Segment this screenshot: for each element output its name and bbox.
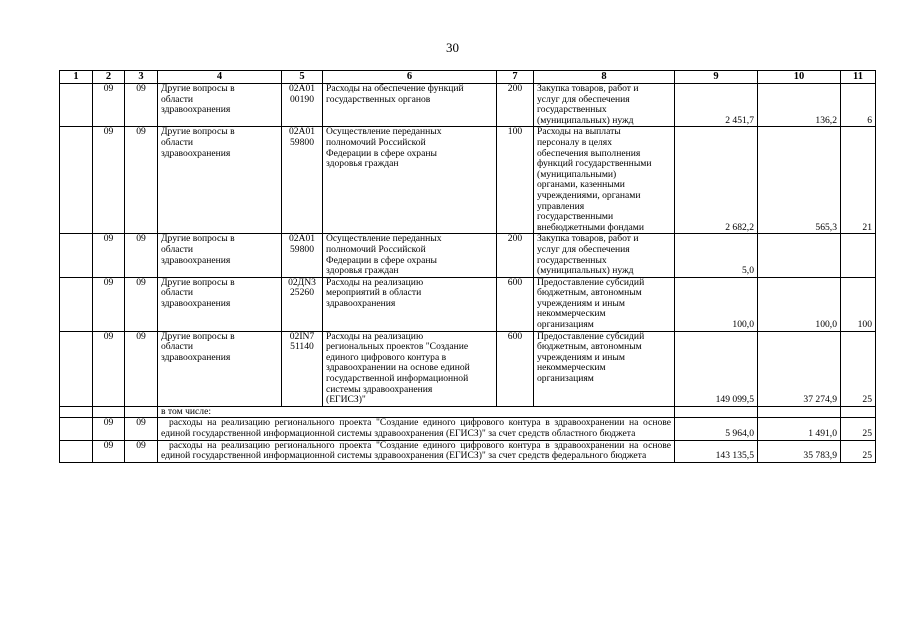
percent: 25 [841, 331, 876, 406]
section-code: 09 [93, 331, 125, 406]
row-col1 [60, 406, 93, 418]
budget-table [59, 70, 876, 463]
plan-amount: 2 451,7 [675, 84, 758, 127]
target-code: 02А01 59800 [282, 127, 323, 234]
expense-type-code: 200 [497, 84, 534, 127]
row-col3 [125, 406, 158, 418]
target-code: 02ДN3 25260 [282, 277, 323, 331]
row-col11 [841, 406, 876, 418]
subsection-code: 09 [125, 234, 158, 277]
table-row [60, 234, 876, 277]
including-row [60, 406, 876, 418]
actual-amount [758, 234, 841, 277]
column-header: 1 [60, 71, 93, 84]
section-name: Другие вопросы в области здравоохранения [158, 234, 282, 277]
sub-row [60, 418, 876, 440]
actual-amount: 1 491,0 [758, 418, 841, 440]
row-col10 [758, 406, 841, 418]
column-header: 2 [93, 71, 125, 84]
actual-amount: 565,3 [758, 127, 841, 234]
expense-description: Расходы на реализацию региональных проектов "Создание единого цифрового контура в здравоохранении на основе единой государственной информационной системы здравоохранения (ЕГИСЗ)" [323, 331, 497, 406]
expense-type-code: 600 [497, 331, 534, 406]
expense-description: Осуществление переданных полномочий Российской Федерации в сфере охраны здоровья граждан [323, 127, 497, 234]
section-code: 09 [93, 84, 125, 127]
subsection-code: 09 [125, 277, 158, 331]
table-row [60, 277, 876, 331]
row-col9 [675, 406, 758, 418]
expense-description: Расходы на реализацию мероприятий в области здравоохранения [323, 277, 497, 331]
row-col1 [60, 84, 93, 127]
column-header: 5 [282, 71, 323, 84]
row-col1 [60, 440, 93, 462]
percent [841, 234, 876, 277]
plan-amount: 5,0 [675, 234, 758, 277]
plan-amount: 5 964,0 [675, 418, 758, 440]
section-name: Другие вопросы в области здравоохранения [158, 331, 282, 406]
column-header: 3 [125, 71, 158, 84]
section-code: 09 [93, 127, 125, 234]
including-label: в том числе: [158, 406, 675, 418]
subsection-code: 09 [125, 440, 158, 462]
percent: 6 [841, 84, 876, 127]
expense-type-code: 200 [497, 234, 534, 277]
row-col1 [60, 331, 93, 406]
column-header: 10 [758, 71, 841, 84]
row-col2 [93, 406, 125, 418]
column-header: 6 [323, 71, 497, 84]
plan-amount: 100,0 [675, 277, 758, 331]
expense-type-name: Закупка товаров, работ и услуг для обеспечения государственных (муниципальных) нужд [534, 84, 675, 127]
section-name: Другие вопросы в области здравоохранения [158, 277, 282, 331]
expense-type-name: Расходы на выплаты персоналу в целях обеспечения выполнения функций государственными (муниципальными) органами, казенными учреждениями, органами управления государственными внебюджетными фондами [534, 127, 675, 234]
target-code: 02IN7 51140 [282, 331, 323, 406]
plan-amount: 149 099,5 [675, 331, 758, 406]
subsection-code: 09 [125, 84, 158, 127]
row-col1 [60, 418, 93, 440]
expense-type-name: Предоставление субсидий бюджетным, автономным учреждениям и иным некоммерческим организациям [534, 277, 675, 331]
column-header: 4 [158, 71, 282, 84]
section-code: 09 [93, 234, 125, 277]
expense-type-code: 600 [497, 277, 534, 331]
target-code: 02А01 00190 [282, 84, 323, 127]
column-header: 7 [497, 71, 534, 84]
plan-amount: 2 682,2 [675, 127, 758, 234]
table-row [60, 84, 876, 127]
column-header: 8 [534, 71, 675, 84]
expense-type-code: 100 [497, 127, 534, 234]
section-code: 09 [93, 440, 125, 462]
actual-amount: 136,2 [758, 84, 841, 127]
column-header: 11 [841, 71, 876, 84]
section-name: Другие вопросы в области здравоохранения [158, 127, 282, 234]
plan-amount: 143 135,5 [675, 440, 758, 462]
actual-amount: 37 274,9 [758, 331, 841, 406]
page-number: 30 [446, 40, 459, 55]
expense-description: Осуществление переданных полномочий Российской Федерации в сфере охраны здоровья граждан [323, 234, 497, 277]
section-code: 09 [93, 418, 125, 440]
header-row [60, 71, 876, 84]
subsection-code: 09 [125, 127, 158, 234]
percent: 25 [841, 418, 876, 440]
table-row [60, 127, 876, 234]
actual-amount: 35 783,9 [758, 440, 841, 462]
subsection-code: 09 [125, 418, 158, 440]
section-code: 09 [93, 277, 125, 331]
row-col1 [60, 277, 93, 331]
section-name: Другие вопросы в области здравоохранения [158, 84, 282, 127]
expense-description: Расходы на обеспечение функций государственных органов [323, 84, 497, 127]
expense-type-name: Предоставление субсидий бюджетным, автономным учреждениям и иным некоммерческим организациям [534, 331, 675, 406]
sub-row-description: расходы на реализацию регионального проекта "Создание единого цифрового контура в здравоохранении на основе единой государственной информационной системы здравоохранения (ЕГИСЗ)" за счет средств федерального бюджета [158, 440, 675, 462]
row-col1 [60, 127, 93, 234]
subsection-code: 09 [125, 331, 158, 406]
percent: 100 [841, 277, 876, 331]
expense-type-name: Закупка товаров, работ и услуг для обеспечения государственных (муниципальных) нужд [534, 234, 675, 277]
column-header: 9 [675, 71, 758, 84]
sub-row-description: расходы на реализацию регионального проекта "Создание единого цифрового контура в здравоохранении на основе единой государственной информационной системы здравоохранения (ЕГИСЗ)" за счет средств областного бюджета [158, 418, 675, 440]
row-col1 [60, 234, 93, 277]
target-code: 02А01 59800 [282, 234, 323, 277]
actual-amount: 100,0 [758, 277, 841, 331]
sub-row [60, 440, 876, 462]
table-row [60, 331, 876, 406]
percent: 25 [841, 440, 876, 462]
percent: 21 [841, 127, 876, 234]
